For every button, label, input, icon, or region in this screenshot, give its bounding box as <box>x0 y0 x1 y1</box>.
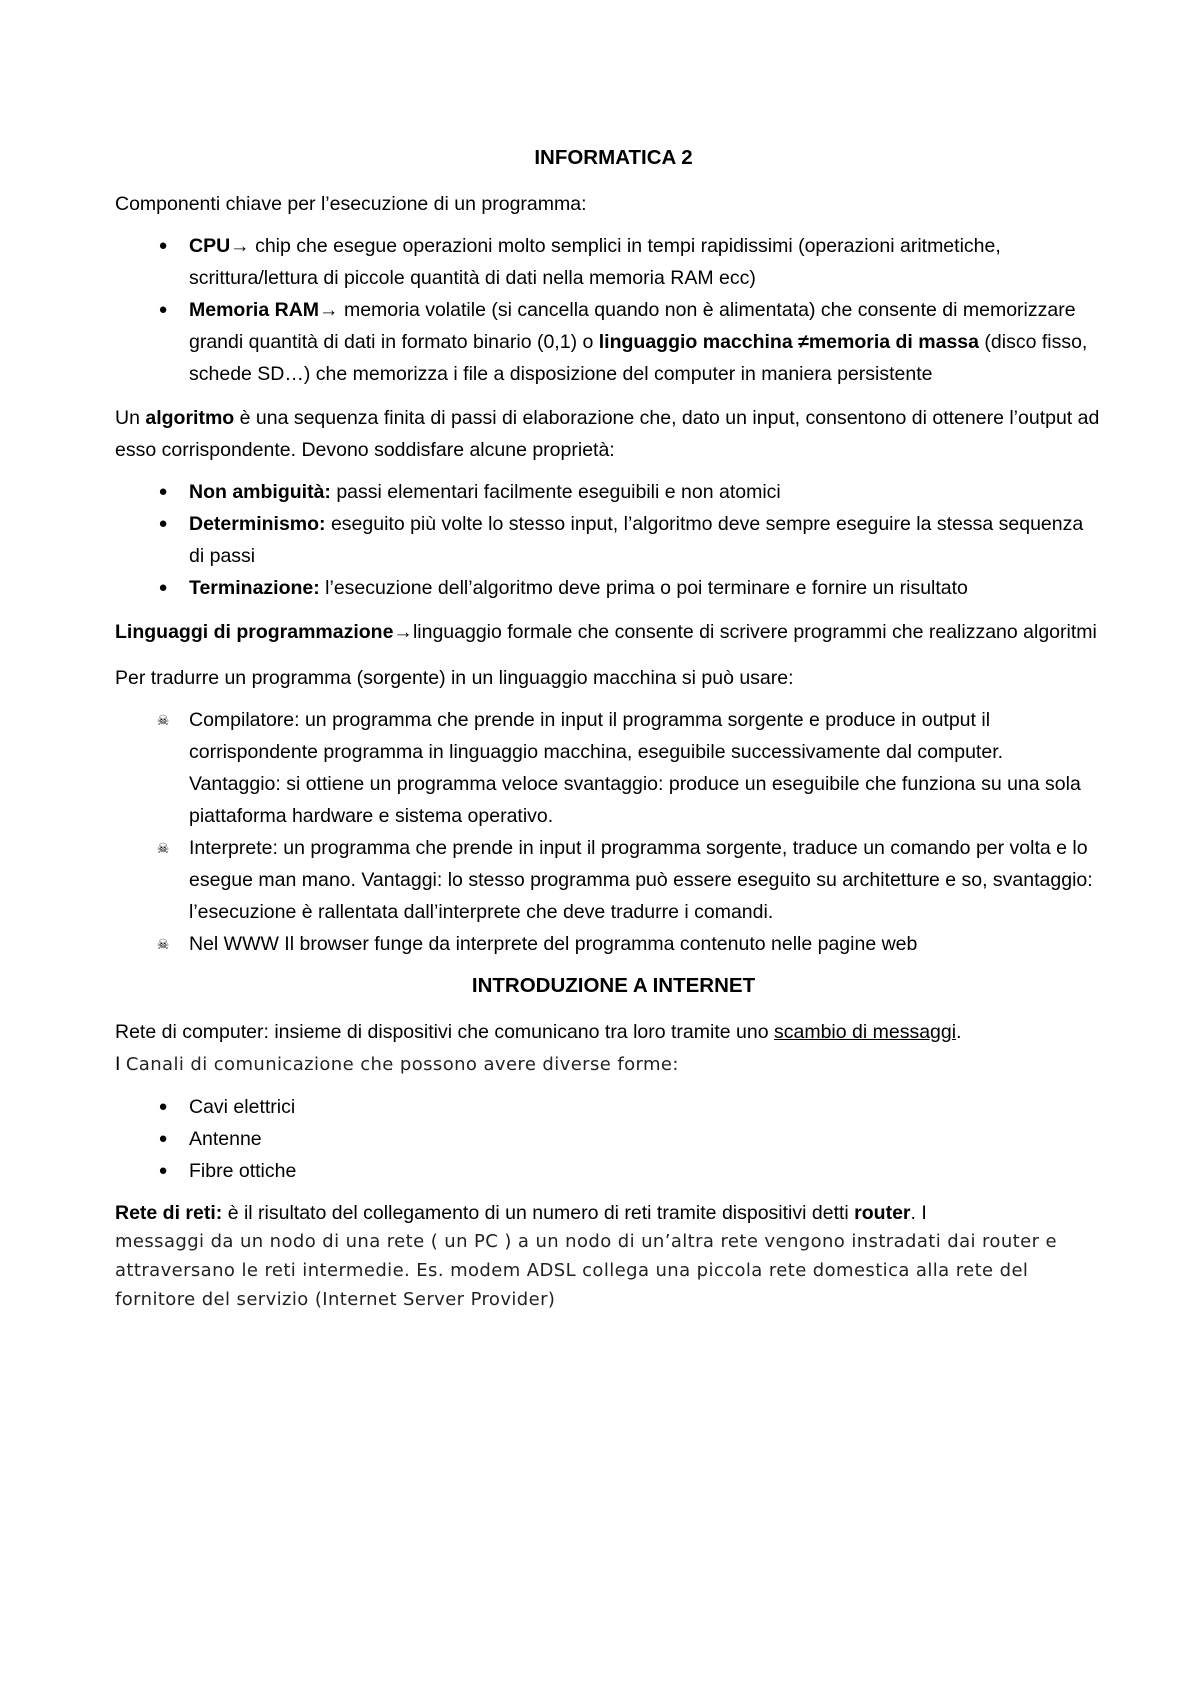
cpu-description: chip che esegue operazioni molto semplici in tempi rapidissimi (operazioni aritmetiche, scrittura/lettura di piccole quantità di dati nella memoria RAM ecc) <box>189 235 1001 289</box>
term-terminazione: Terminazione: <box>189 577 320 599</box>
term-ambiguita: Non ambiguità: <box>189 481 331 503</box>
list-item-ambiguita <box>115 476 1100 508</box>
list-item-ram <box>115 294 1100 390</box>
bullet-icon: ● <box>158 237 168 254</box>
bullet-icon: ● <box>158 483 168 500</box>
ram-description-b: (disco fisso, schede SD…) che memorizza i file a disposizione del computer in maniera persistente <box>189 331 1088 385</box>
term-cpu: CPU→ <box>189 235 250 257</box>
compilatore-text: Compilatore: un programma che prende in input il programma sorgente e produce in output il corrispondente programma in linguaggio macchina, eseguibile successivamente dal computer. Vantaggio: si ottiene un programma veloce svantaggio: produce un eseguibile che funziona su una sola piattaforma hardware e sistema operativo. <box>189 709 1081 827</box>
ambiguita-text: passi elementari facilmente eseguibili e non atomici <box>330 481 781 503</box>
intro-paragraph: Componenti chiave per l’esecuzione di un programma: <box>115 193 587 215</box>
term-linguaggi: Linguaggi di programmazione→ <box>115 621 413 643</box>
algoritmo-text: è una sequenza finita di passi di elaborazione che, dato un input, consentono di ottenere l’output ad esso corrispondente. Devono soddisfare alcune proprietà: <box>115 407 1100 461</box>
components-list <box>115 230 1100 390</box>
scambio-messaggi: scambio di messaggi <box>773 1021 957 1043</box>
retireti-paragraph <box>115 1199 1100 1314</box>
rete-line2-a: I <box>115 1053 126 1075</box>
term-linguaggio-macchina: linguaggio macchina ≠memoria di massa <box>598 331 979 353</box>
list-item-determinismo <box>115 508 1100 572</box>
term-rete-di-reti: Rete di reti: <box>115 1202 223 1224</box>
antenne-text: Antenne <box>189 1128 262 1150</box>
determinismo-text: eseguito più volte lo stesso input, l’algoritmo deve sempre eseguire la stessa sequenza di passi <box>189 513 1084 567</box>
algoritmo-paragraph <box>115 402 1100 466</box>
rete-paragraph <box>115 1016 1100 1081</box>
retireti-bold-end: . I <box>910 1202 927 1224</box>
document-body <box>115 142 1100 1314</box>
list-item-compilatore <box>115 704 1100 832</box>
bullet-icon: ● <box>158 1130 168 1147</box>
list-item-cavi <box>115 1091 1100 1123</box>
rete-end: . <box>956 1021 962 1043</box>
term-ram: Memoria RAM→ <box>189 299 339 321</box>
skull-bullet-icon: ☠ <box>156 712 170 728</box>
algoritmo-pre: Un <box>115 407 146 429</box>
rete-text: Rete di computer: insieme di dispositivi che comunicano tra loro tramite uno <box>115 1021 774 1043</box>
list-item-www <box>115 928 1100 960</box>
fibre-text: Fibre ottiche <box>189 1160 297 1182</box>
retireti-bold-text: è il risultato del collegamento di un numero di reti tramite dispositivi detti <box>222 1202 855 1224</box>
skull-bullet-icon: ☠ <box>156 840 170 856</box>
bullet-icon: ● <box>158 1162 168 1179</box>
term-router: router <box>854 1202 911 1224</box>
bullet-icon: ● <box>158 579 168 596</box>
cavi-text: Cavi elettrici <box>189 1096 296 1118</box>
section-title-internet: INTRODUZIONE A INTERNET <box>471 974 756 997</box>
list-item-interprete <box>115 832 1100 928</box>
terminazione-text: l’esecuzione dell’algoritmo deve prima o poi terminare e fornire un risultato <box>319 577 968 599</box>
canali-text: Canali di comunicazione che possono avere diverse forme: <box>125 1054 679 1075</box>
properties-list <box>115 476 1100 604</box>
term-determinismo: Determinismo: <box>189 513 326 535</box>
linguaggi-text: linguaggio formale che consente di scrivere programmi che realizzano algoritmi <box>412 621 1097 643</box>
list-item-cpu <box>115 230 1100 294</box>
www-text: Nel WWW Il browser funge da interprete del programma contenuto nelle pagine web <box>189 933 918 955</box>
list-item-fibre <box>115 1155 1100 1187</box>
tradurre-paragraph: Per tradurre un programma (sorgente) in un linguaggio macchina si può usare: <box>115 667 794 689</box>
interprete-text: Interprete: un programma che prende in input il programma sorgente, traduce un comando per volta e lo esegue man mano. Vantaggi: lo stesso programma può essere eseguito su architetture e so, svantaggio: l’esecuzione è rallentata dall’interprete che deve tradurre i comandi. <box>189 837 1093 923</box>
translators-list <box>115 704 1100 960</box>
bullet-icon: ● <box>158 301 168 318</box>
bullet-icon: ● <box>158 1098 168 1115</box>
list-item-terminazione <box>115 572 1100 604</box>
list-item-antenne <box>115 1123 1100 1155</box>
bullet-icon: ● <box>158 515 168 532</box>
page-title: INFORMATICA 2 <box>534 146 693 169</box>
skull-bullet-icon: ☠ <box>156 936 170 952</box>
linguaggi-paragraph <box>115 616 1100 648</box>
forms-list <box>115 1091 1100 1187</box>
term-algoritmo: algoritmo <box>145 407 235 429</box>
retireti-text: messaggi da un nodo di una rete ( un PC ) a un nodo di un’altra rete vengono instradati dai router e attraversano le reti intermedie. Es. modem ADSL collega una piccola rete domestica alla rete del fornitore del servizio (Internet Server Provider) <box>115 1231 1057 1310</box>
ram-description-a: memoria volatile (si cancella quando non è alimentata) che consente di memorizzare grandi quantità di dati in formato binario (0,1) o <box>189 299 1076 353</box>
